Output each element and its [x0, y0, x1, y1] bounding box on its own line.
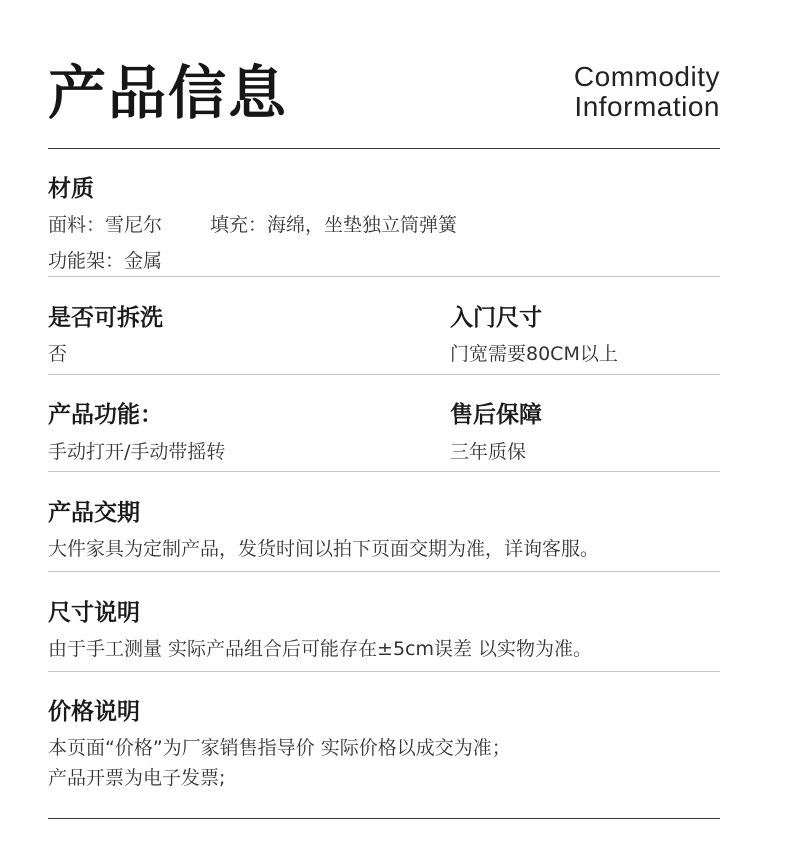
material-frame: 功能架：金属: [48, 250, 163, 272]
subtitle-line-2: Information: [574, 91, 720, 122]
section-divider: [48, 671, 720, 672]
footer-divider: [48, 818, 720, 819]
subtitle-line-1: Commodity: [573, 61, 720, 92]
delivery-value: 大件家具为定制产品，发货时间以拍下页面交期为准，详询客服。: [48, 538, 600, 560]
washable-title: 是否可拆洗: [48, 305, 163, 331]
price-note-line-2: 产品开票为电子发票;: [48, 767, 226, 789]
section-divider: [48, 471, 720, 472]
function-value: 手动打开/手动带摇转: [48, 441, 226, 463]
section-divider: [48, 374, 720, 375]
page-title: 产品信息: [48, 59, 289, 127]
header-divider: [48, 148, 720, 149]
material-filling: 填充：海绵，坐垫独立筒弹簧: [210, 214, 458, 236]
size-note-value: 由于手工测量 实际产品组合后可能存在±5cm误差 以实物为准。: [48, 638, 593, 660]
door-size-value: 门宽需要80CM以上: [450, 343, 618, 365]
material-title: 材质: [48, 176, 94, 202]
size-note-title: 尺寸说明: [48, 600, 140, 626]
function-title: 产品功能：: [48, 402, 163, 428]
price-note-line-1: 本页面“价格”为厂家销售指导价 实际价格以成交为准；: [48, 737, 511, 759]
washable-value: 否: [48, 343, 68, 365]
price-note-title: 价格说明: [48, 699, 140, 725]
section-divider: [48, 571, 720, 572]
after-sales-value: 三年质保: [450, 441, 527, 463]
section-divider: [48, 276, 720, 277]
material-fabric: 面料：雪尼尔: [48, 214, 163, 236]
delivery-title: 产品交期: [48, 500, 140, 526]
page-subtitle: [574, 62, 720, 122]
after-sales-title: 售后保障: [450, 402, 542, 428]
door-size-title: 入门尺寸: [450, 305, 542, 331]
